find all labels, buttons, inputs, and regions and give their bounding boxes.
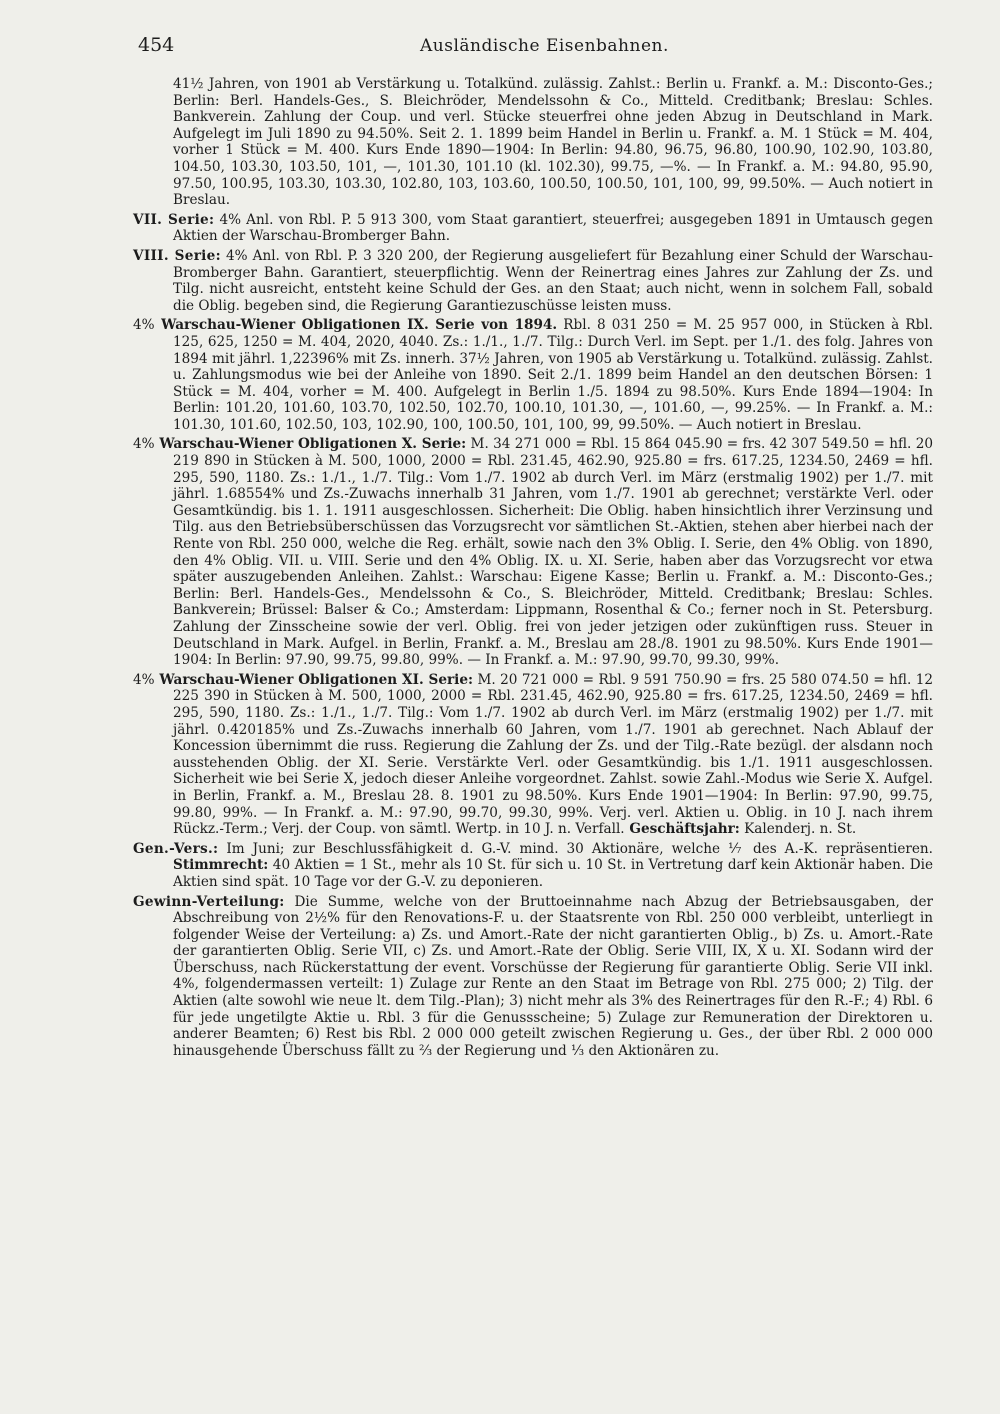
page-number: 454 bbox=[138, 34, 175, 56]
entry-label: VII. Serie: bbox=[133, 211, 215, 228]
entry-serie-xi bbox=[133, 672, 933, 838]
entry-serie-x bbox=[133, 436, 933, 668]
entry-text: Rbl. 8 031 250 = M. 25 957 000, in Stücken à Rbl. 125, 625, 1250 = M. 404, 2020, 4040. Zs.: 1./1., 1./7. Tilg.: Durch Verl. im Sept. per 1./1. des folg. Jahres von 1894 mit jährl. 1,22396% mit Zs. innerh. 37½ Jahren, von 1905 ab Verstärkung u. Totalkünd. zulässig. Zahlst. u. Zahlungsmodus wie bei der Anleihe von 1890. Seit 2./1. 1899 beim Handel an den deutschen Börsen: 1 Stück = M. 404, vorher = M. 400. Aufgelegt in Berlin 1./5. 1894 zu 98.50%. Kurs Ende 1894—1904: In Berlin: 101.20, 101.60, 103.70, 102.50, 102.70, 100.10, 101.30, —, 101.60, —, 99.25%. — In Frankf. a. M.: 101.30, 101.60, 102.50, 103, 102.90, 100, 100.50, 101, 100, 99, 99.50%. — Auch notiert in Breslau. bbox=[173, 317, 933, 433]
stimmrecht-label: Stimmrecht: bbox=[173, 857, 269, 874]
stimmrecht-text: 40 Aktien = 1 St., mehr als 10 St. für sich u. 10 St. in Vertretung darf kein Aktionär haben. Die Aktien sind spät. 10 Tage vor der G.-V. zu deponieren. bbox=[173, 857, 933, 890]
entry-label: Gewinn-Verteilung: bbox=[133, 893, 285, 910]
entry-title: Warschau-Wiener Obligationen IX. Serie von 1894. bbox=[154, 317, 558, 334]
entry-percent: 4% bbox=[133, 671, 155, 688]
entry-text: M. 20 721 000 = Rbl. 9 591 750.90 = frs. 25 580 074.50 = hfl. 12 225 390 in Stücken à M. 500, 1000, 2000 = Rbl. 231.45, 462.90, 925.80 = frs. 617.25, 1234.50, 2469 = hfl. 295, 590, 1180. Zs.: 1./1., 1./7. Tilg.: Vom 1./7. 1902 ab durch Verl. im März (erstmalig 1902) per 1./7. mit jährl. 0.420185% und Zs.-Zuwachs innerhalb 60 Jahren, vom 1./7. 1901 ab gerechnet. Nach Ablauf der Koncession übernimmt die russ. Regierung die Zahlung der Zs. und der Tilg.-Rate bezügl. der alsdann noch ausstehenden Oblig. der XI. Serie. Verstärkte Verl. oder Gesamtkündig. bis 1./1. 1911 ausgeschlossen. Sicherheit wie bei Serie X, jedoch dieser Anleihe vorgeordnet. Zahlst. sowie Zahl.-Modus wie Serie X. Aufgel. in Berlin, Frankf. a. M., Breslau 28. 8. 1901 zu 98.50%. Kurs Ende 1901—1904: In Berlin: 97.90, 99.75, 99.80, 99%. — In Frankf. a. M.: 97.90, 99.70, 99.30, 99%. Verj. verl. Aktien u. Oblig. in 10 J. nach ihrem Rückz.-Term.; Verj. der Coup. von sämtl. Wertp. in 10 J. n. Verfall. bbox=[173, 671, 934, 838]
entry-label: Gen.-Vers.: bbox=[133, 840, 219, 857]
entry-text: 4% Anl. von Rbl. P. 3 320 200, der Regierung ausgeliefert für Bezahlung einer Schuld der Warschau-Bromberger Bahn. Garantiert, steuerpflichtig. Wenn der Reinertrag eines Jahres zur Zahlung der Zs. und Tilg. nicht ausreicht, entsteht keine Schuld der Ges. an den Staat; auch nicht, wenn in solchem Fall, sobald die Oblig. begeben sind, die Regierung Garantiezuschüsse leisten muss. bbox=[173, 247, 933, 314]
running-title: Ausländische Eisenbahnen. bbox=[420, 36, 669, 56]
entry-text: 4% Anl. von Rbl. P. 5 913 300, vom Staat garantiert, steuerfrei; ausgegeben 1891 in Umtausch gegen Aktien der Warschau-Bromberger Bahn. bbox=[173, 211, 933, 245]
page-header bbox=[130, 34, 930, 60]
entry-gewinn-verteilung bbox=[133, 894, 933, 1060]
entry-gen-vers bbox=[133, 841, 933, 891]
entry-serie-vii bbox=[133, 212, 933, 245]
page-body bbox=[133, 76, 933, 1059]
entry-serie-viii bbox=[133, 248, 933, 314]
continuation-text: 41½ Jahren, von 1901 ab Verstärkung u. Totalkünd. zulässig. Zahlst.: Berlin u. Frankf. a. M.: Disconto-Ges.; Berlin: Berl. Handels-Ges., S. Bleichröder, Mendelssohn & Co., Mitteld. Creditbank; Breslau: Schles. Bankverein. Zahlung der Coup. und verl. Stücke steuerfrei ohne jeden Abzug in Deutschland in Mark. Aufgelegt im Juli 1890 zu 94.50%. Seit 2. 1. 1899 beim Handel in Berlin u. Frankf. a. M. 1 Stück = M. 404, vorher 1 Stück = M. 400. Kurs Ende 1890—1904: In Berlin: 94.80, 96.75, 96.80, 100.90, 102.90, 103.80, 104.50, 103.30, 103.50, 101, —, 101.30, 101.10 (kl. 102.30), 99.75, —%. — In Frankf. a. M.: 94.80, 95.90, 97.50, 100.95, 103.30, 103.30, 102.80, 103, 103.60, 100.50, 100.50, 101, 100, 99, 99.50%. — Auch notiert in Breslau. bbox=[173, 76, 933, 209]
entry-title: Warschau-Wiener Obligationen X. Serie: bbox=[154, 436, 467, 453]
geschaeftsjahr-text: Kalenderj. n. St. bbox=[739, 821, 857, 838]
entry-text: M. 34 271 000 = Rbl. 15 864 045.90 = frs. 42 307 549.50 = hfl. 20 219 890 in Stücken à M. 500, 1000, 2000 = Rbl. 231.45, 462.90, 925.80 = frs. 617.25, 1234.50, 2469 = hfl. 295, 590, 1180. Zs.: 1./1., 1./7. Tilg.: Vom 1./7. 1902 ab durch Verl. im März (erstmalig 1902) per 1./7. mit jährl. 1.68554% und Zs.-Zuwachs innerhalb 31 Jahren, vom 1./7. 1901 ab gerechnet; verstärkte Verl. oder Gesamtkündig. bis 1. 1. 1911 ausgeschlossen. Sicherheit: Die Oblig. haben hinsichtlich ihrer Verzinsung und Tilg. aus den Betriebsüberschüssen das Vorzugsrecht vor sämtlichen St.-Aktien, stehen aber hierbei nach der Rente von Rbl. 250 000, welche die Reg. erhält, sowie nach den 3% Oblig. I. Serie, den 4% Oblig. von 1890, den 4% Oblig. VII. u. VIII. Serie und den 4% Oblig. IX. u. XI. Serie, haben aber das Vorzugsrecht vor etwa später auszugebenden Anleihen. Zahlst.: Warschau: Eigene Kasse; Berlin u. Frankf. a. M.: Disconto-Ges.; Berlin: Berl. Handels-Ges., Mendelssohn & Co., S. Bleichröder, Mitteld. Creditbank; Breslau: Schles. Bankverein; Brüssel: Balser & Co.; Amsterdam: Lippmann, Rosenthal & Co.; ferner noch in St. Petersburg. Zahlung der Zinsscheine sowie der verl. Oblig. frei von jeder jetzigen oder zukünftigen russ. Steuer in Deutschland in Mark. Aufgel. in Berlin, Frankf. a. M., Breslau am 28./8. 1901 zu 98.50%. Kurs Ende 1901—1904: In Berlin: 97.90, 99.75, 99.80, 99%. — In Frankf. a. M.: 97.90, 99.70, 99.30, 99%. bbox=[173, 436, 933, 669]
continuation-paragraph bbox=[133, 76, 933, 209]
geschaeftsjahr-label: Geschäftsjahr: bbox=[624, 821, 740, 838]
entry-text: Im Juni; zur Beschlussfähigkeit d. G.-V. mind. 30 Aktionäre, welche ⅐ des A.-K. repräsentieren. bbox=[218, 840, 933, 857]
entry-percent: 4% bbox=[133, 317, 155, 334]
entry-serie-ix bbox=[133, 317, 933, 433]
entry-title: Warschau-Wiener Obligationen XI. Serie: bbox=[154, 671, 474, 688]
entry-percent: 4% bbox=[133, 436, 155, 453]
entry-text: Die Summe, welche von der Bruttoeinnahme nach Abzug der Betriebsausgaben, der Abschreibung von 2½% für den Renovations-F. u. der Staatsrente von Rbl. 250 000 verbleibt, unterliegt in folgender Weise der Verteilung: a) Zs. und Amort.-Rate der nicht garantierten Oblig., b) Zs. u. Amort.-Rate der garantierten Oblig. Serie VII, c) Zs. und Amort.-Rate der Oblig. Serie VIII, IX, X u. XI. Sodann wird der Überschuss, nach Rückerstattung der event. Vorschüsse der Regierung für garantierte Oblig. Serie VII inkl. 4%, folgendermassen verteilt: 1) Zulage zur Rente an den Staat im Betrage von Rbl. 275 000; 2) Tilg. der Aktien (alte sowohl wie neue lt. dem Tilg.-Plan); 3) nicht mehr als 3% des Reinertrages für den R.-F.; 4) Rbl. 6 für jede ungetilgte Aktie u. Rbl. 3 für die Genussscheine; 5) Zulage zur Remuneration der Direktoren u. anderer Beamten; 6) Rest bis Rbl. 2 000 000 geteilt zwischen Regierung u. Ges., der über Rbl. 2 000 000 hinausgehende Überschuss fällt zu ⅔ der Regierung und ⅓ den Aktionären zu. bbox=[173, 893, 933, 1059]
entry-label: VIII. Serie: bbox=[133, 247, 221, 264]
